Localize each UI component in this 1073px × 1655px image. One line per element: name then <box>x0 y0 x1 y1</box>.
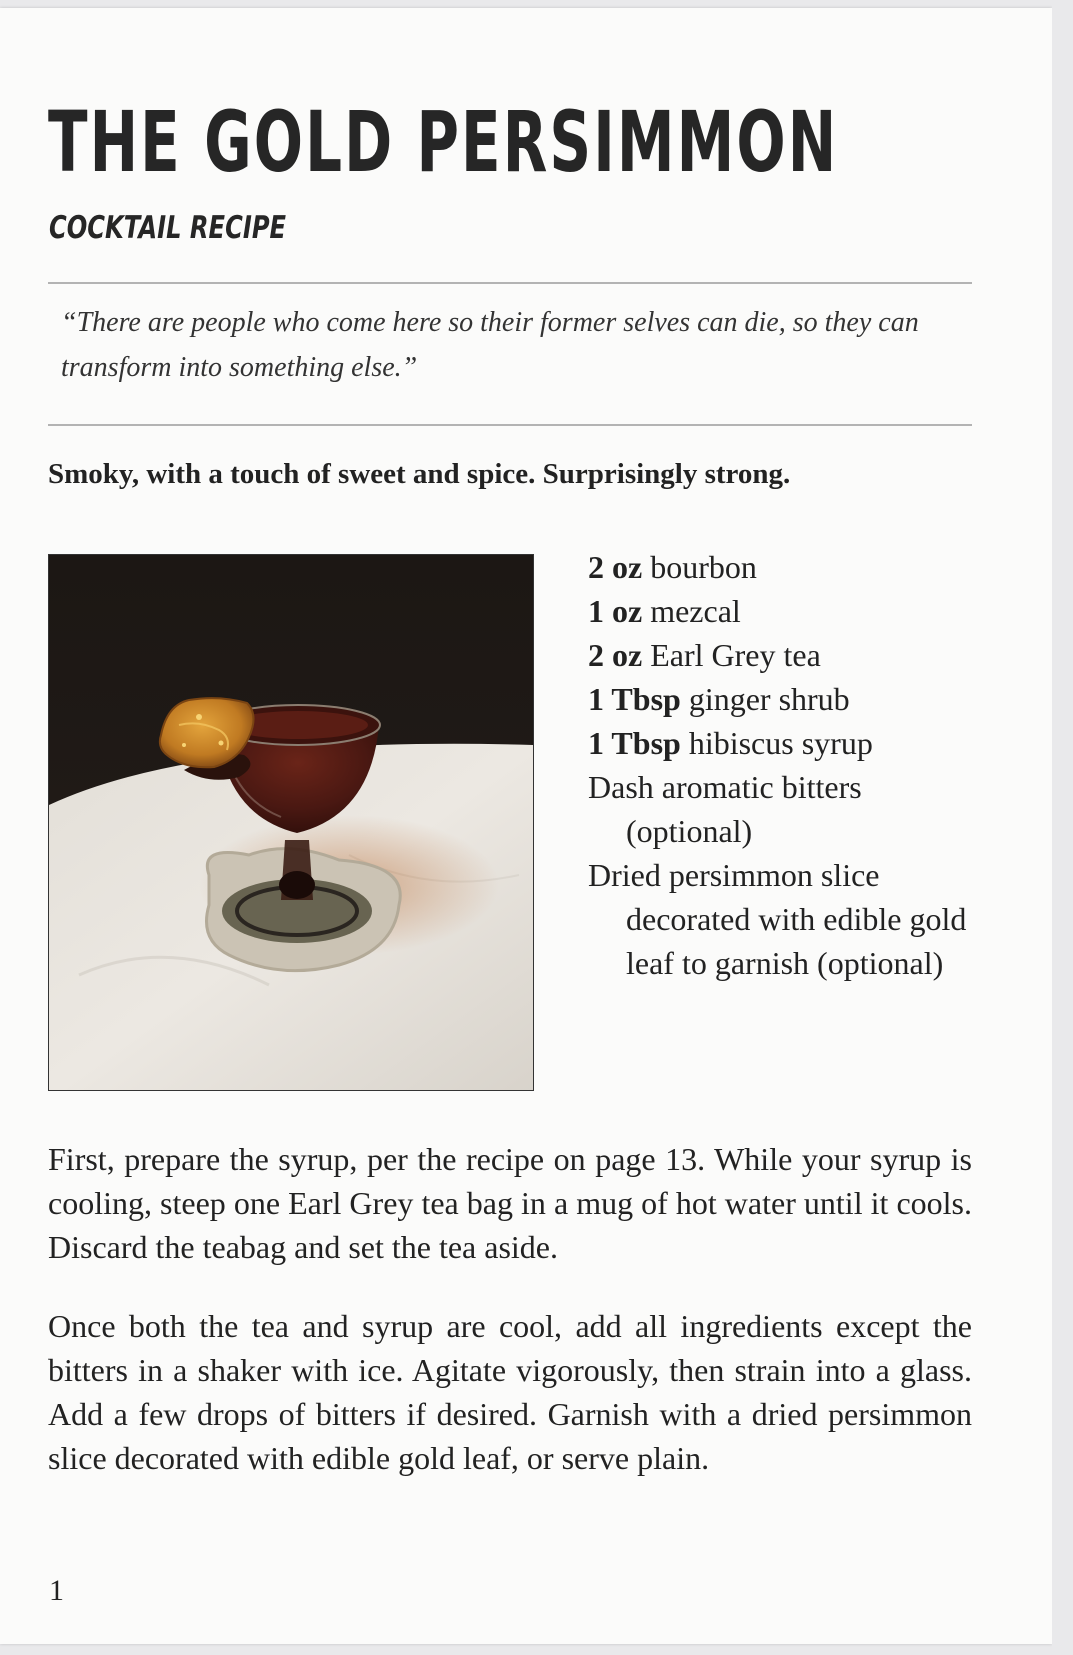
ingredient-name: ginger shrub <box>680 681 850 717</box>
ingredient-name: Dash aromatic bitters (optional) <box>588 769 862 849</box>
cocktail-photo <box>48 554 534 1091</box>
viewer-margin <box>1052 0 1073 1655</box>
recipe-page <box>0 8 1052 1644</box>
ingredient-amount: 1 Tbsp <box>588 681 681 717</box>
cocktail-illustration <box>49 555 534 1091</box>
epigraph-quote: “There are people who come here so their former selves can die, so they can transform into something else.” <box>61 307 919 383</box>
page-number: 1 <box>49 1574 64 1607</box>
bottom-divider <box>48 424 972 426</box>
ingredient-name: mezcal <box>642 593 741 629</box>
ingredient-item <box>588 721 988 765</box>
ingredients-list <box>588 545 988 985</box>
ingredient-item <box>588 853 988 985</box>
ingredient-name: bourbon <box>642 549 757 585</box>
ingredient-item <box>588 765 988 853</box>
ingredient-amount: 2 oz <box>588 549 643 585</box>
ingredient-name: hibiscus syrup <box>680 725 873 761</box>
top-divider <box>48 282 972 284</box>
ingredient-name: Earl Grey tea <box>642 637 821 673</box>
recipe-subtitle: COCKTAIL RECIPE <box>49 210 287 246</box>
ingredient-name: Dried persimmon slice decorated with edible gold leaf to garnish (optional) <box>588 857 967 981</box>
ingredient-amount: 2 oz <box>588 637 643 673</box>
ingredient-item <box>588 589 988 633</box>
instructions-paragraph-2: Once both the tea and syrup are cool, add all ingredients except the bitters in a shaker with ice. Agitate vigorously, then strain into a glass. Add a few drops of bitters if desired. Garnish with a dried persimmon slice decorated with edible gold leaf, or serve plain. <box>48 1308 972 1476</box>
ingredient-item <box>588 545 988 589</box>
flavor-tagline: Smoky, with a touch of sweet and spice. Surprisingly strong. <box>48 458 791 490</box>
ingredient-amount: 1 oz <box>588 593 643 629</box>
ingredient-item <box>588 677 988 721</box>
recipe-title: THE GOLD PERSIMMON <box>48 93 839 191</box>
instructions-paragraph-1: First, prepare the syrup, per the recipe on page 13. While your syrup is cooling, steep one Earl Grey tea bag in a mug of hot water until it cools. Discard the teabag and set the tea aside. <box>48 1141 972 1265</box>
ingredient-item <box>588 633 988 677</box>
ingredient-amount: 1 Tbsp <box>588 725 681 761</box>
